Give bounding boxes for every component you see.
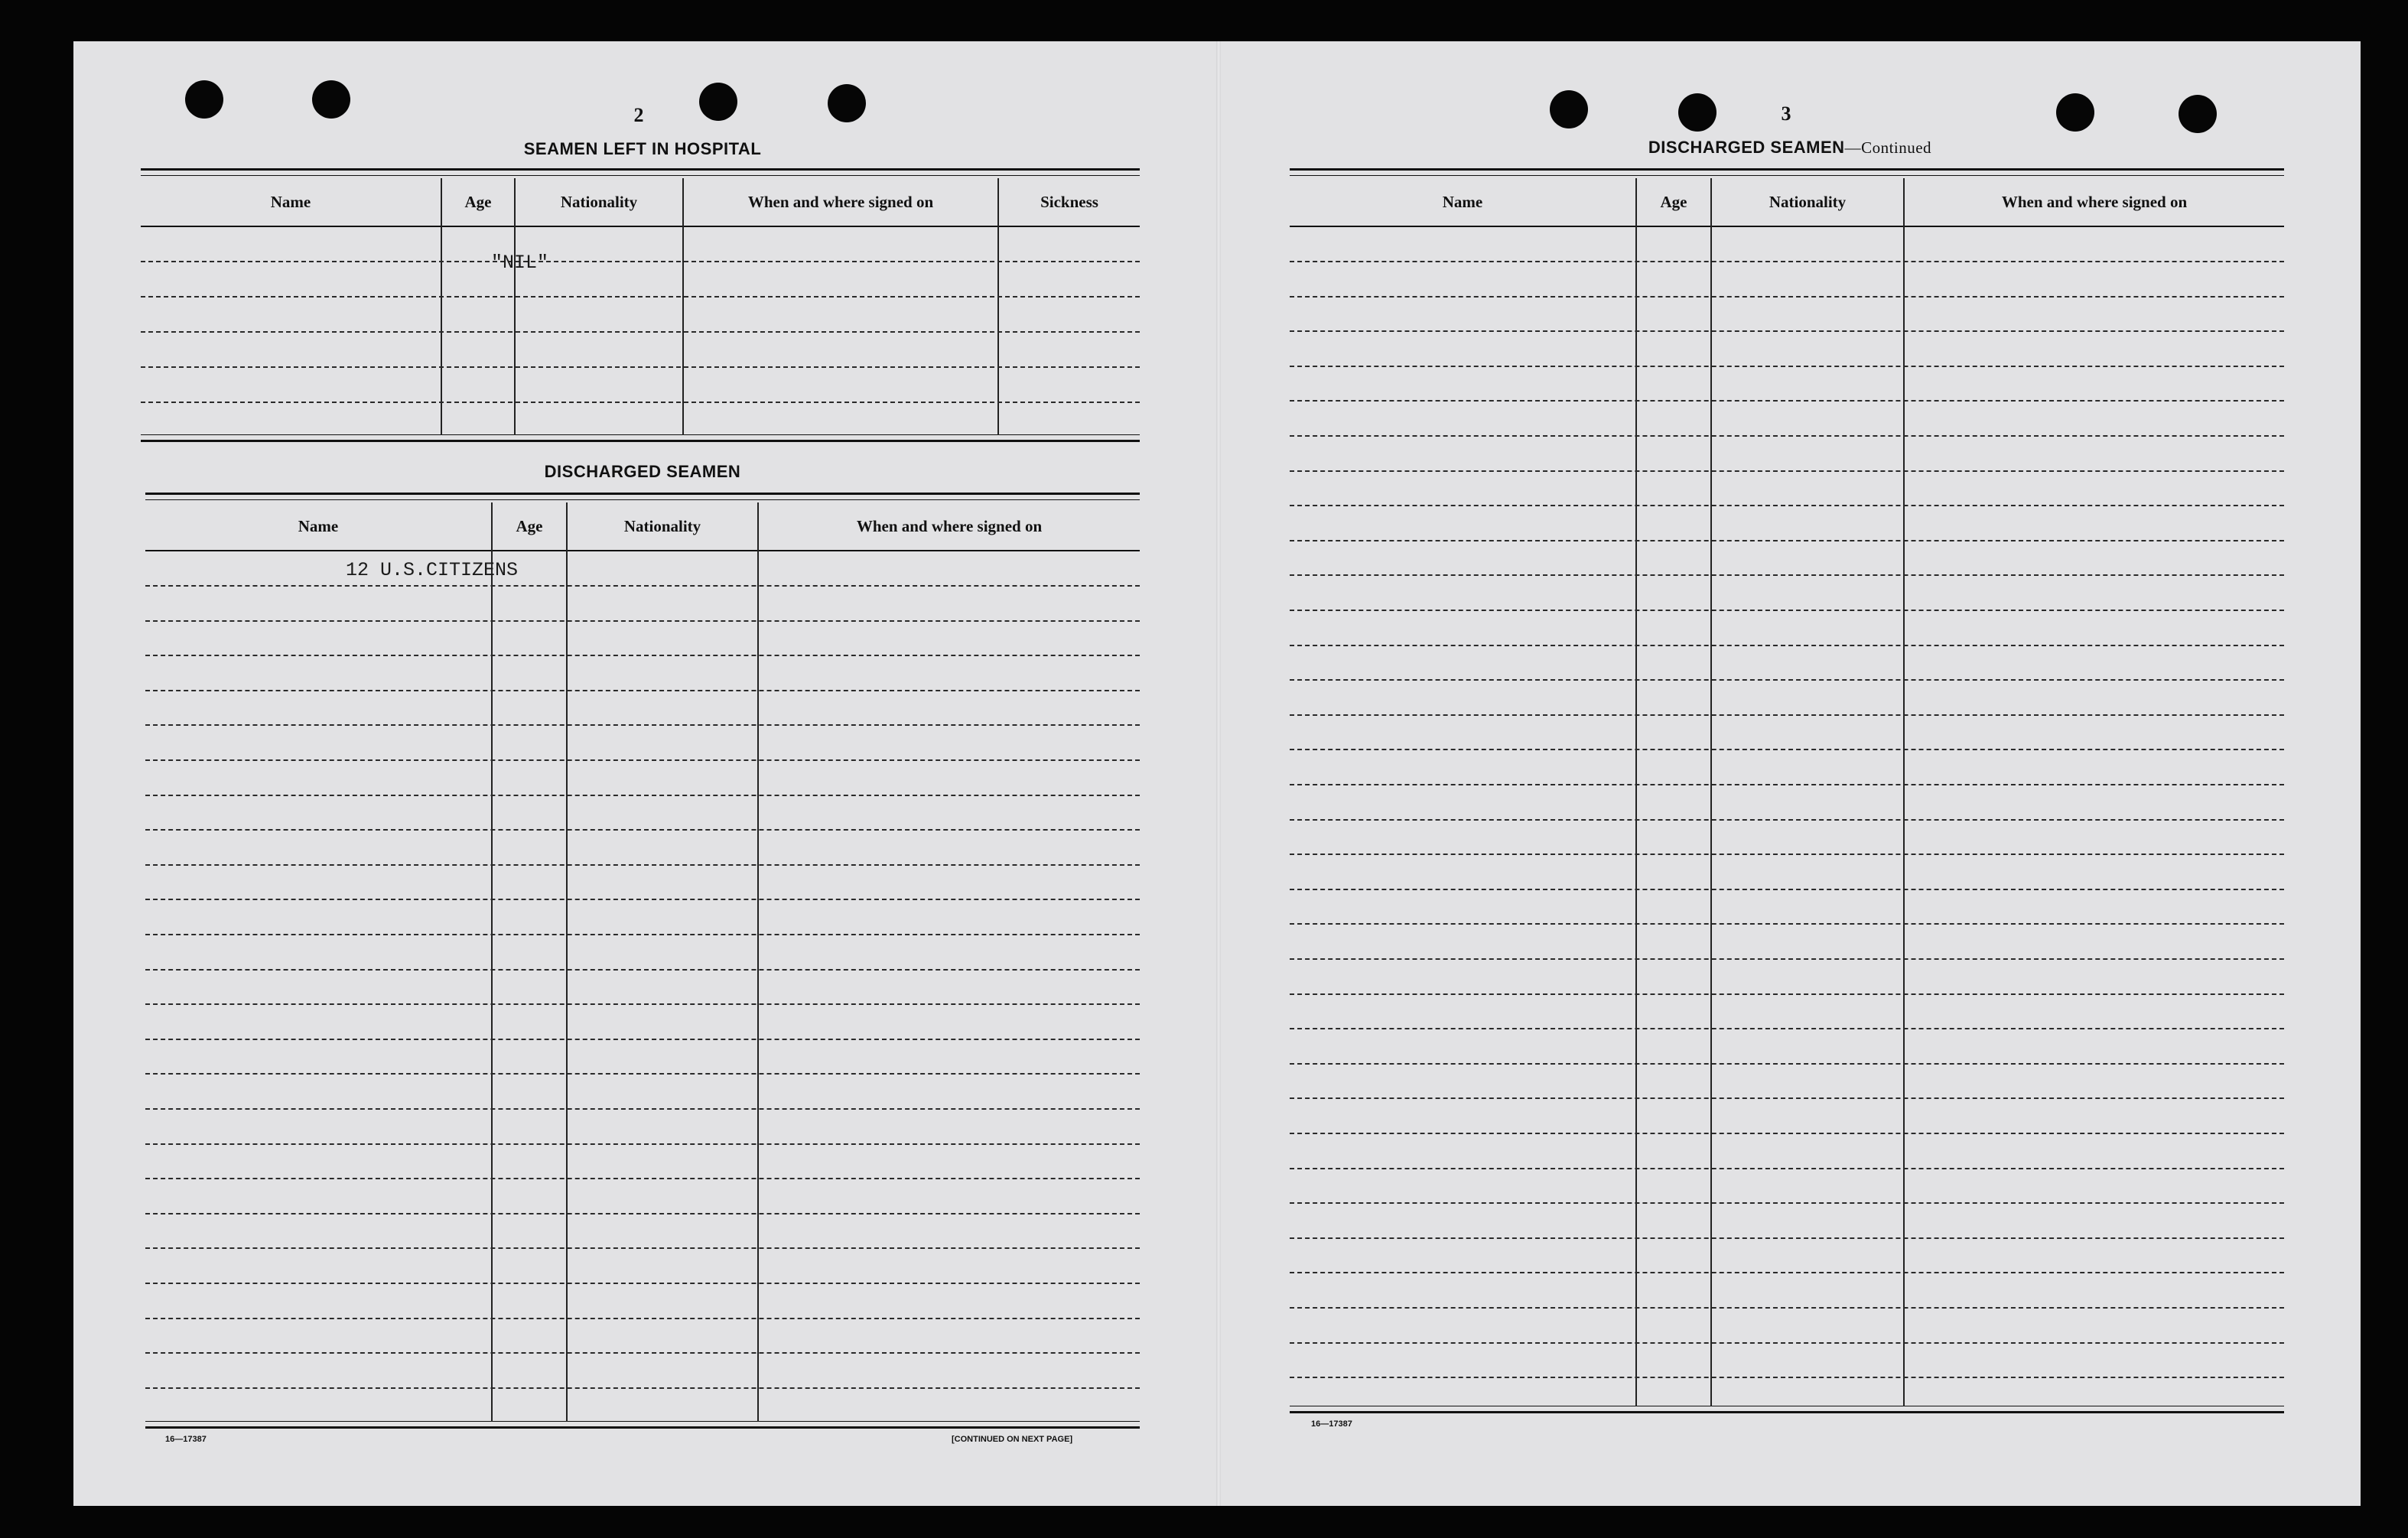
header-age: Age <box>1660 192 1687 211</box>
hospital-entry: "NIL" <box>491 252 549 274</box>
row-line <box>145 829 1140 831</box>
row-line <box>145 1318 1140 1319</box>
row-line <box>1290 819 2284 821</box>
row-line <box>1290 330 2284 332</box>
row-line <box>1290 1342 2284 1344</box>
discharged-continued-table <box>1290 168 2284 1413</box>
header-when-where: When and where signed on <box>2001 192 2188 211</box>
row-line <box>1290 645 2284 646</box>
row-line <box>145 1143 1140 1145</box>
row-line <box>1290 958 2284 960</box>
form-number: 16—17387 <box>1311 1419 1352 1429</box>
row-line <box>1290 366 2284 367</box>
row-line <box>145 1283 1140 1284</box>
row-line <box>1290 1133 2284 1134</box>
hospital-table <box>141 168 1140 442</box>
row-line <box>141 366 1140 368</box>
row-line <box>145 759 1140 761</box>
row-line <box>145 1352 1140 1354</box>
punch-hole <box>312 80 350 119</box>
hospital-table-header <box>141 178 1140 227</box>
punch-hole <box>828 84 866 122</box>
punch-hole <box>2179 95 2217 133</box>
column-divider <box>1903 178 1905 1406</box>
row-line <box>145 1178 1140 1179</box>
punch-hole <box>1678 93 1717 132</box>
continued-note: [CONTINUED ON NEXT PAGE] <box>952 1435 1073 1444</box>
header-name: Name <box>1442 192 1483 211</box>
column-divider <box>682 178 684 435</box>
header-age: Age <box>516 516 543 535</box>
row-line <box>145 969 1140 971</box>
header-nationality: Nationality <box>623 516 701 535</box>
row-line <box>145 1003 1140 1005</box>
title-suffix: —Continued <box>1844 138 1932 157</box>
row-line <box>1290 714 2284 716</box>
row-line <box>145 795 1140 796</box>
row-line <box>145 1247 1140 1249</box>
column-divider <box>1710 178 1712 1406</box>
row-line <box>1290 470 2284 472</box>
form-number: 16—17387 <box>165 1435 207 1444</box>
row-line <box>145 690 1140 691</box>
punch-hole <box>699 83 737 121</box>
row-line <box>1290 540 2284 541</box>
section-title-hospital: SEAMEN LEFT IN HOSPITAL <box>523 139 762 158</box>
row-line <box>1290 610 2284 611</box>
row-line <box>1290 1307 2284 1309</box>
header-nationality: Nationality <box>560 192 638 211</box>
discharged-table <box>145 493 1140 1429</box>
discharged-table-header <box>145 502 1140 551</box>
row-line <box>145 899 1140 900</box>
header-sickness: Sickness <box>1040 192 1098 211</box>
row-line <box>145 620 1140 622</box>
row-line <box>145 1213 1140 1214</box>
row-line <box>1290 1377 2284 1378</box>
column-divider <box>514 178 516 435</box>
row-line <box>1290 889 2284 890</box>
row-line <box>145 724 1140 726</box>
row-line <box>1290 296 2284 298</box>
row-line <box>1290 749 2284 750</box>
row-line <box>1290 923 2284 925</box>
punch-hole <box>2056 93 2094 132</box>
row-line <box>141 296 1140 298</box>
title-text: DISCHARGED SEAMEN <box>1648 138 1845 157</box>
page-number: 3 <box>1781 102 1791 125</box>
row-line <box>1290 1168 2284 1169</box>
row-line <box>1290 261 2284 262</box>
row-line <box>145 1108 1140 1110</box>
punch-hole <box>1550 90 1588 128</box>
row-line <box>145 934 1140 935</box>
row-line <box>145 1073 1140 1075</box>
column-divider <box>997 178 999 435</box>
column-divider <box>441 178 442 435</box>
row-line <box>1290 679 2284 681</box>
header-nationality: Nationality <box>1769 192 1847 211</box>
row-line <box>145 1039 1140 1040</box>
row-line <box>141 331 1140 333</box>
row-line <box>141 402 1140 403</box>
page-fold <box>1216 41 1221 1506</box>
row-line <box>1290 574 2284 576</box>
page-number: 2 <box>633 104 644 126</box>
row-line <box>141 261 1140 262</box>
row-line <box>1290 1272 2284 1273</box>
column-divider <box>1635 178 1637 1406</box>
row-line <box>1290 854 2284 855</box>
row-line <box>145 1387 1140 1389</box>
header-when-where: When and where signed on <box>856 516 1043 535</box>
row-line <box>145 655 1140 656</box>
row-line <box>1290 400 2284 402</box>
row-line <box>1290 1237 2284 1239</box>
row-line <box>1290 784 2284 785</box>
row-line <box>1290 1097 2284 1099</box>
row-line <box>1290 993 2284 995</box>
section-title-discharged: DISCHARGED SEAMEN <box>544 462 741 481</box>
header-age: Age <box>464 192 492 211</box>
header-name: Name <box>270 192 311 211</box>
row-line <box>1290 505 2284 506</box>
header-when-where: When and where signed on <box>747 192 934 211</box>
punch-hole <box>185 80 223 119</box>
row-line <box>145 864 1140 866</box>
section-title-discharged-continued <box>1560 138 2019 158</box>
row-line <box>1290 435 2284 437</box>
row-line <box>145 585 1140 587</box>
header-name: Name <box>298 516 339 535</box>
row-line <box>1290 1063 2284 1065</box>
row-line <box>1290 1028 2284 1029</box>
discharged-entry: 12 U.S.CITIZENS <box>346 559 519 581</box>
continued-table-header <box>1290 178 2284 227</box>
row-line <box>1290 1202 2284 1204</box>
